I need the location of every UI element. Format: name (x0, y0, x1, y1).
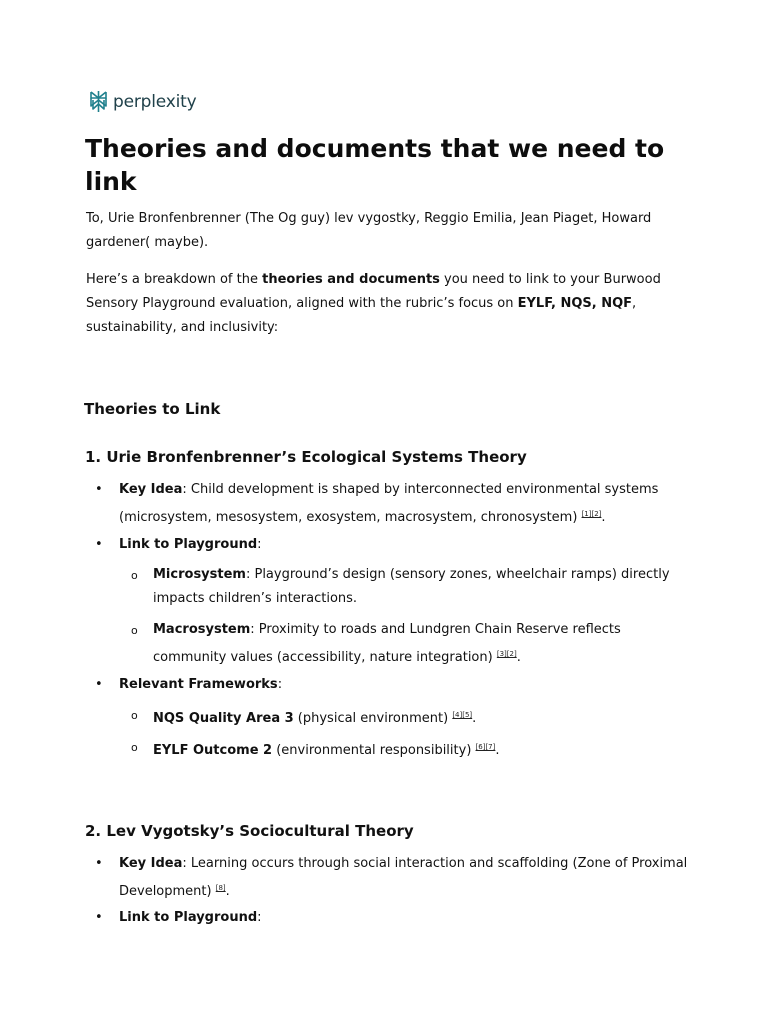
theory1-microsystem: Microsystem: Playground’s design (sensory zones, wheelchair ramps) directly impacts children’s interactions. (153, 567, 670, 606)
theory1-heading: 1. Urie Bronfenbrenner’s Ecological Systems Theory (85, 448, 527, 466)
sub-bullet-glyph: o (131, 741, 138, 754)
perplexity-logo-icon (89, 90, 108, 113)
sub-bullet-glyph: o (131, 624, 138, 637)
bullet-glyph: • (95, 537, 103, 552)
bullet-glyph: • (95, 482, 103, 497)
sub-bullet-glyph: o (131, 709, 138, 722)
theory1-nqs: NQS Quality Area 3 (physical environment) [4][5]. (153, 711, 477, 726)
citation-link[interactable]: [8] (215, 884, 226, 892)
theory2-link-to-playground: Link to Playground: (119, 910, 262, 925)
theory1-macrosystem: Macrosystem: Proximity to roads and Lundgren Chain Reserve reflects community values (accessibility, nature integration) [3][2]. (153, 622, 621, 665)
citation-link[interactable]: [4][5] (452, 711, 473, 719)
theory1-relevant-frameworks: Relevant Frameworks: (119, 677, 283, 692)
citation-link[interactable]: [1][2] (581, 510, 602, 518)
breakdown-paragraph: Here’s a breakdown of the theories and documents you need to link to your Burwood Sensory Playground evaluation, aligned with the rubric’s focus on EYLF, NQS, NQF, sustainability, and inclusivity: (86, 272, 661, 335)
theory1-key-idea: Key Idea: Child development is shaped by interconnected environmental systems (microsystem, mesosystem, exosystem, macrosystem, chronosystem) [1][2]. (119, 482, 659, 525)
perplexity-logo (89, 90, 196, 113)
perplexity-wordmark: perplexity (113, 91, 197, 112)
page-title: Theories and documents that we need to link (85, 134, 665, 196)
theory1-eylf: EYLF Outcome 2 (environmental responsibility) [6][7]. (153, 743, 500, 758)
citation-link[interactable]: [6][7] (475, 743, 496, 751)
section-heading: Theories to Link (84, 400, 221, 418)
intro-paragraph: To, Urie Bronfenbrenner (The Og guy) lev vygostky, Reggio Emilia, Jean Piaget, Howard gardener( maybe). (86, 211, 652, 250)
bullet-glyph: • (95, 856, 103, 871)
bullet-glyph: • (95, 677, 103, 692)
sub-bullet-glyph: o (131, 569, 138, 582)
theory2-key-idea: Key Idea: Learning occurs through social interaction and scaffolding (Zone of Proximal Development) [8]. (119, 856, 688, 899)
theory2-heading: 2. Lev Vygotsky’s Sociocultural Theory (85, 822, 414, 840)
bullet-glyph: • (95, 910, 103, 925)
theory1-link-to-playground: Link to Playground: (119, 537, 262, 552)
citation-link[interactable]: [3][2] (496, 650, 517, 658)
